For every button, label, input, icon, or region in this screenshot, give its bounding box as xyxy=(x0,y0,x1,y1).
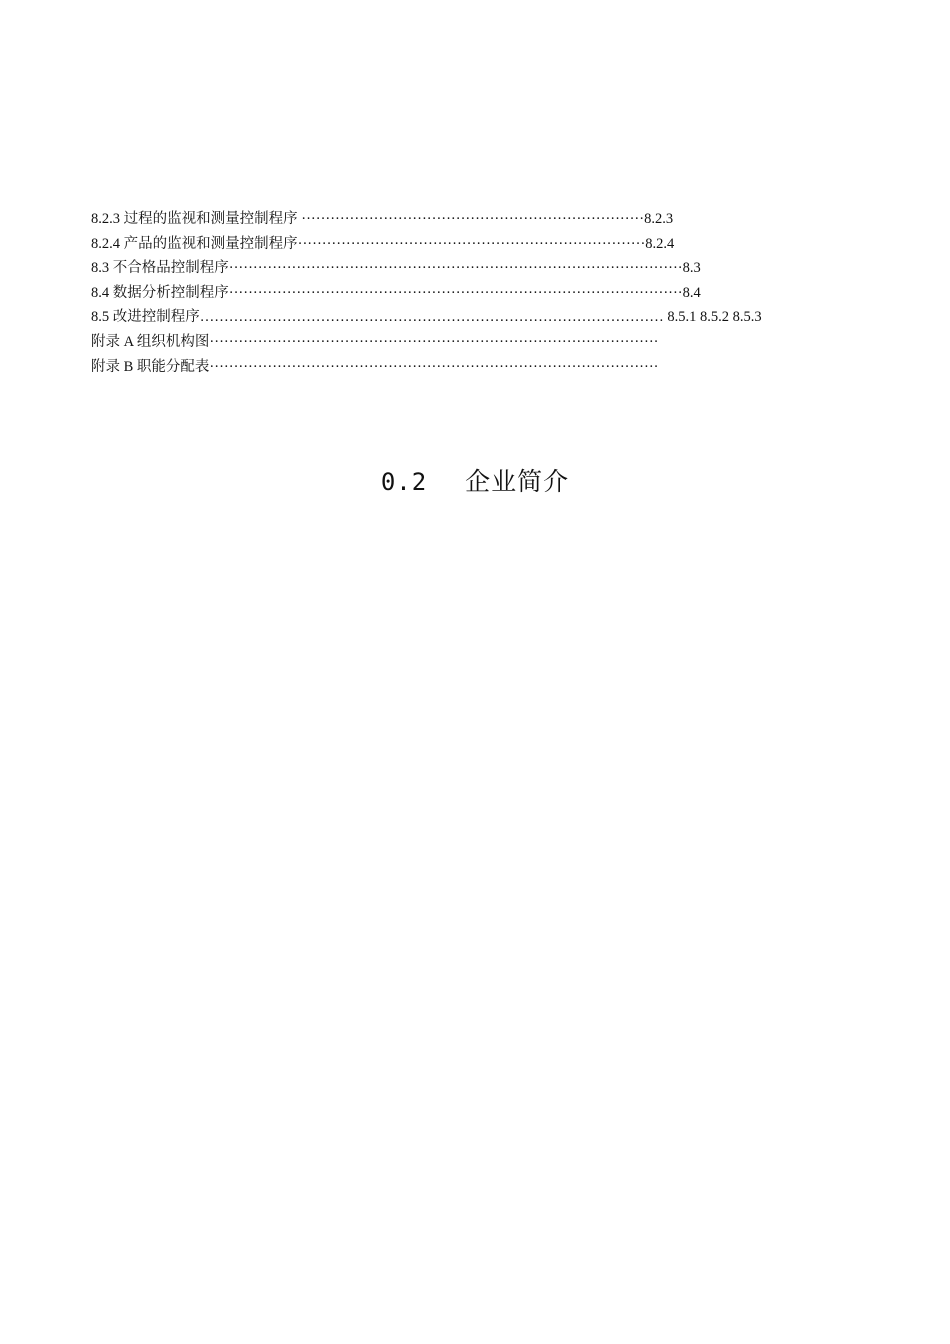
toc-entry-8-5[interactable]: 8.5 改进控制程序…………………………………………………………………………………… 8.5.1 8.5.2 8.5.3 xyxy=(91,309,762,326)
toc-entry-8-3[interactable]: 8.3 不合格品控制程序······························································································8.3 xyxy=(91,260,701,277)
toc-entry-8-2-4[interactable]: 8.2.4 产品的监视和测量控制程序········································································8.2.4 xyxy=(91,235,675,252)
toc-entry-appendix-a[interactable]: 附录 A 组织机构图····························································································· xyxy=(91,333,659,350)
toc-entry-8-2-3[interactable]: 8.2.3 过程的监视和测量控制程序 ·······································································8.2.3 xyxy=(91,211,674,227)
toc-entry-appendix-b[interactable]: 附录 B 职能分配表····························································································· xyxy=(91,358,659,375)
toc-entry-8-4[interactable]: 8.4 数据分析控制程序······························································································8.4 xyxy=(91,284,701,301)
section-number: 0.2 xyxy=(380,468,428,496)
section-title: 企业简介 xyxy=(465,467,570,496)
section-heading xyxy=(0,462,950,498)
table-of-contents xyxy=(91,207,866,379)
